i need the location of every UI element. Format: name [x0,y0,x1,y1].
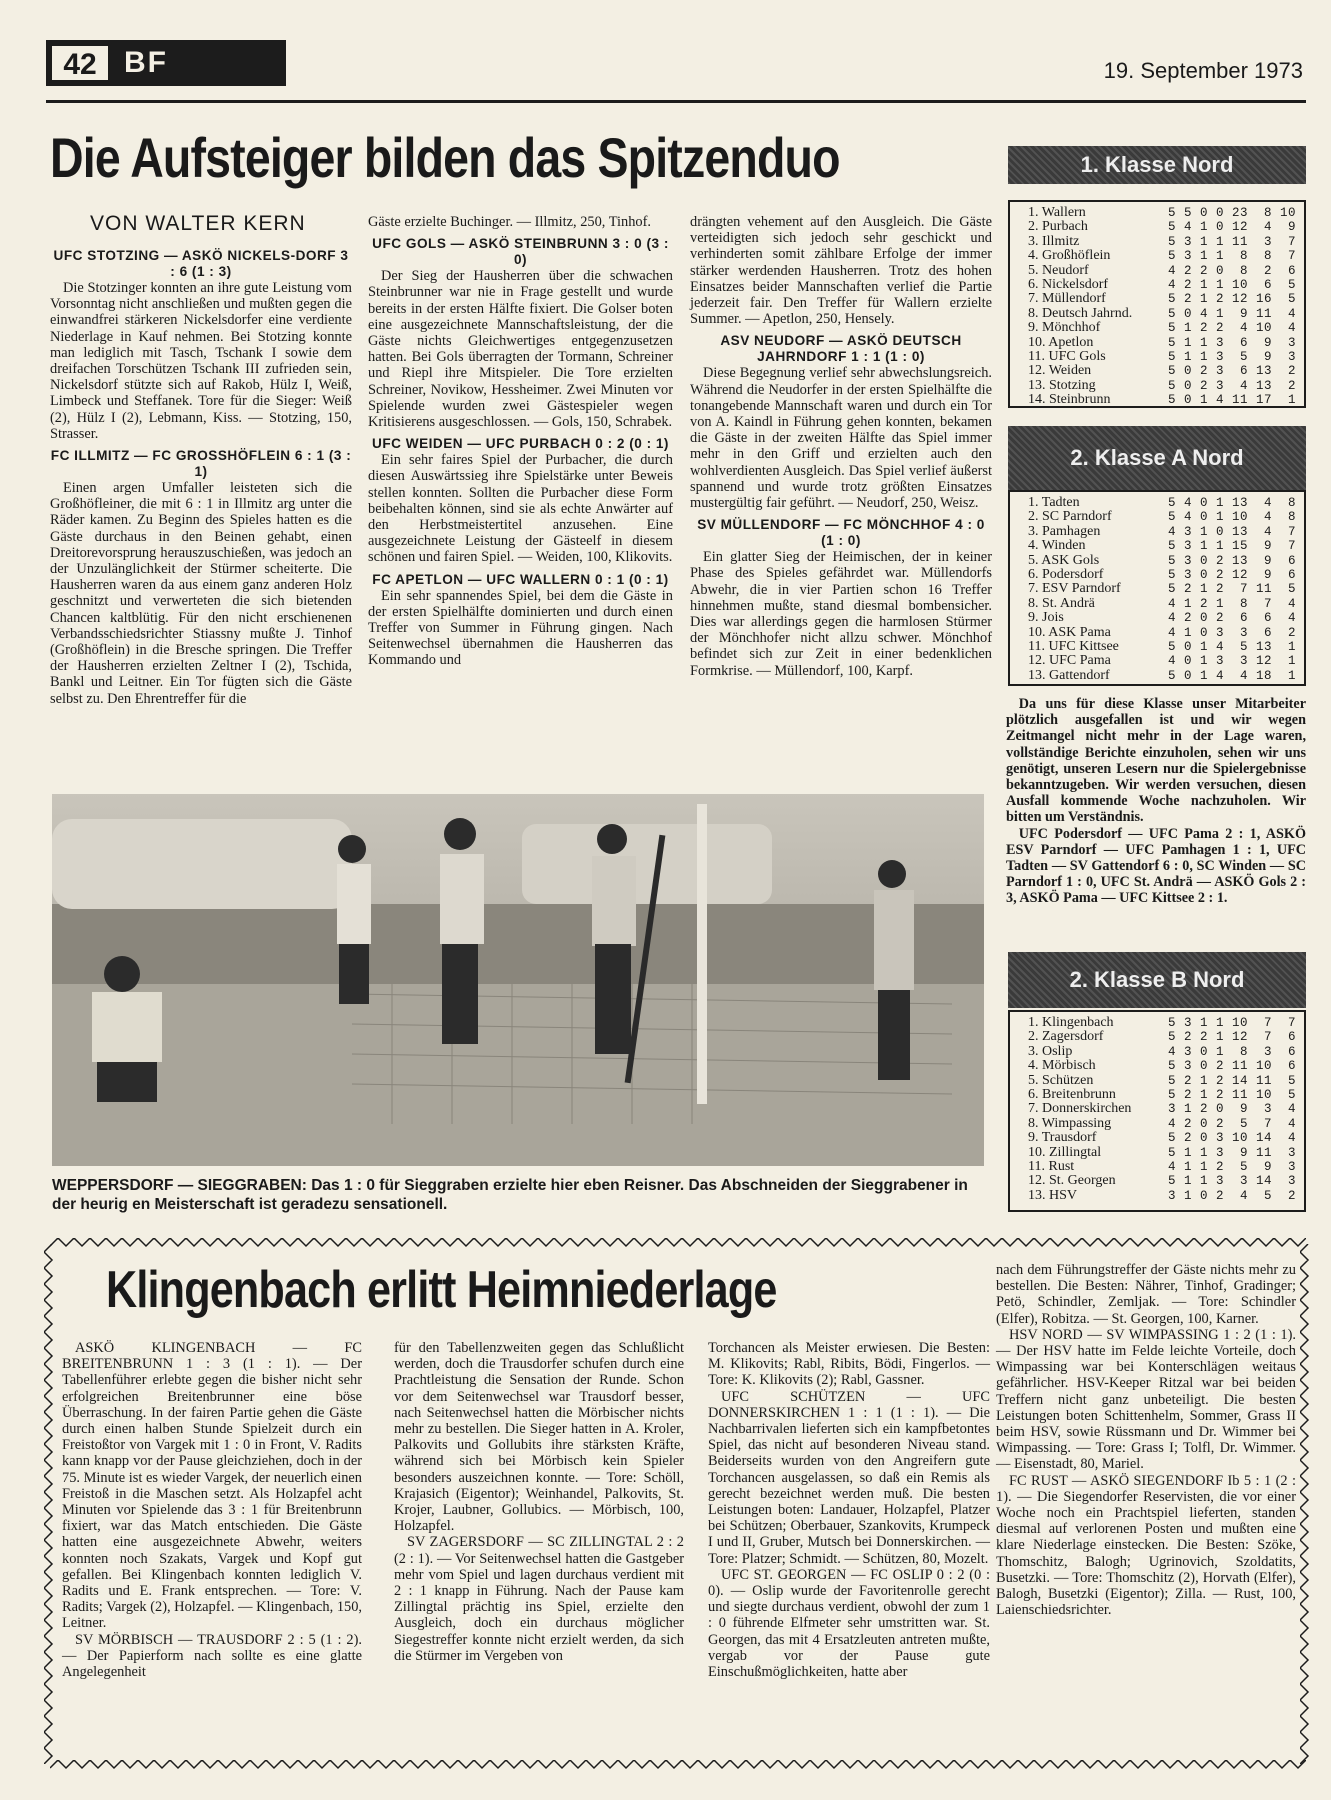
paragraph: Die Stotzinger konnten an ihre gute Leistung vom Vorsonntag nicht anschließen und mußten gegen die einwandfrei stärkeren Nickelsdorfer eine verdiente Niederlage in Kauf nehmen. Bei Stotzing konnte man lediglich mit Tasch, Tschank I sowie dem dreifachen Torschützen Tschank III zufrieden sein, Nickelsdorf stützte sich auf Rakob, Hülz I, Weiß, Limbeck und Steffanek. Tore für die Sieger: Weiß (2), Hülz I (2), Lebmann, Kiss. — Stotzing, 150, Strasser. [50,280,352,442]
team-stats: 5 0 1 4 5 13 1 [1168,640,1297,655]
table-row [1028,524,1297,539]
team-name: 3. Illmitz [1028,234,1080,249]
team-name: 6. Nickelsdorf [1028,278,1109,293]
byline: VON WALTER KERN [90,212,306,235]
team-name: 9. Trausdorf [1028,1131,1097,1146]
paragraph: Ein sehr spannendes Spiel, bei dem die Gäste in der ersten Spielhälfte dominierten und durch einen Treffer von Summer in Führung gingen. Nach Seitenwechsel übernahmen die Hausherren das Kommando und [368,587,673,669]
team-name: 8. Wimpassing [1028,1116,1112,1131]
headline-bottom: Klingenbach erlitt Heimniederlage [106,1261,777,1319]
paragraph: Ein sehr faires Spiel der Purbacher, die durch diesen Auswärtssieg ihre Spielstärke unter Beweis stellen konnten. Sollten die Purbacher diese Form beibehalten können, sind sie als echte Anwärter auf den Herbstmeistertitel anzusehen. Eine ausgezeichnete Leistung der Gästeelf in diesem schönen und fairen Spiel. — Weiden, 100, Klikovits. [368,452,673,566]
table-1-title: 1. Klasse Nord [1008,146,1306,184]
team-name: 4. Großhöflein [1028,249,1111,264]
team-name: 3. Oslip [1028,1044,1073,1059]
team-name: 2. Zagersdorf [1028,1030,1104,1045]
table-2-title: 2. Klasse A Nord [1008,426,1306,490]
match-heading: UFC GOLS — ASKÖ STEINBRUNN 3 : 0 (3 : 0) [372,236,669,268]
article-column-1 [50,242,352,707]
table-row [1028,510,1297,525]
table-row [1028,1030,1297,1045]
team-stats: 5 3 1 1 8 8 7 [1168,249,1297,264]
team-name: 3. Pamhagen [1028,524,1101,539]
team-name: 10. ASK Pama [1028,625,1111,640]
standings-table-3 [1008,1010,1306,1212]
paragraph: ASKÖ KLINGENBACH — FC BREITENBRUNN 1 : 3 (1 : 1). — Der Tabellenführer erlebte gegen die bisher nicht sehr erfolgreichen Breitenbrunner eine böse Überraschung. In der fairen Partie gehen die Gäste durch einen halben Stunde Spielzeit durch ein Freistoßtor von Vargek mit 1 : 0 in Front, V. Radits kann knapp vor der Pause gleichziehen, doch in der 75. Minute ist es wieder Vargek, der neuerlich einen Freistoß in die Maschen setzt. Als Holzapfel acht Minuten vor Spielende das 3 : 1 für Breitenbrunn fixiert, war das Match entschieden. Die Gäste hatten eine ausgezeichnete Abwehr, weiters konnten noch Szakats, Vargek und Kopf gut gefallen. Bei Klingenbach konnten lediglich V. Radits und E. Frank entsprechen. — Tore: V. Radits; Vargek (2), Holzapfel. — Klingenbach, 150, Leitner. [62,1340,363,1632]
team-name: 11. UFC Kittsee [1028,640,1119,655]
issue-date: 19. September 1973 [1103,58,1303,83]
team-name: 10. Zillingtal [1028,1145,1102,1160]
table-row [1028,234,1297,249]
team-stats: 5 3 1 1 10 7 7 [1168,1016,1297,1030]
table-row [1028,1116,1297,1131]
paragraph: für den Tabellenzweiten gegen das Schlußlicht werden, doch die Trausdorfer schufen durch eine Prachtleistung die Sensation der Runde. Schon vor dem Seitenwechsel war Trausdorf besser, nach Seitenwechsel hatten die Mörbischer nichts mehr zu bestellen. Die Sieger hatten in A. Kroler, Palkovits und Gollubits ihre stärksten Kräfte, während sich bei Mörbisch kein Spieler besonders auszeichnen konnte. — Tore: Schöll, Krajasich (Eigentor); Weinhandel, Palkovits, St. Krojer, Laubner, Gollubics. — Mörbisch, 100, Holzapfel. [394,1340,684,1535]
team-name: 4. Winden [1028,539,1086,554]
team-stats: 5 0 1 4 4 18 1 [1168,668,1297,683]
team-name: 9. Mönchhof [1028,321,1101,336]
table-row [1028,539,1297,554]
paragraph: drängten vehement auf den Ausgleich. Die Gäste verteidigten sich jedoch sehr geschickt und verhinderten somit zählbare Erfolge der immer stärker werdenden Hausherren. Trotz des hohen Einsatzes beider Mannschaften verlief die Partie jederzeit fair. Den Treffer für Wallern erzielte Summer. — Apetlon, 250, Hensely. [690,214,992,328]
bottom-column-3 [708,1340,990,1680]
match-heading: UFC STOTZING — ASKÖ NICKELS-DORF 3 : 6 (1 : 3) [53,248,349,279]
team-stats: 4 1 2 1 8 7 4 [1168,596,1297,611]
article-column-2 [368,214,673,669]
zigzag-border-right [1300,1244,1310,1764]
team-name: 12. UFC Pama [1028,654,1111,669]
team-name: 5. Schützen [1028,1073,1094,1088]
table-row [1028,263,1297,278]
team-stats: 5 2 1 2 7 11 5 [1168,582,1297,597]
table-row [1028,553,1297,568]
article-column-3 [690,214,992,679]
table-row [1028,582,1297,597]
paragraph: Der Sieg der Hausherren über die schwachen Steinbrunner war nie in Frage gestellt und wurde bereits in der ersten Hälfte fixiert. Die Golser boten eine ausgezeichnete Mannschaftsleistung, der die Gäste nichts Gleichwertiges entgegenzusetzen hatten. Bei Gols überragten der Tormann, Schreiner und Riepl ihre Mitspieler. Die Tore erzielten Schreiner, Novikow, Hessheimer. Zwei Minuten vor Spielende wurden zwei Gästespieler wegen Kritisierens ausgeschlossen. — Gols, 150, Schrabek. [368,268,673,431]
table-row [1028,640,1297,655]
team-stats: 5 1 2 2 4 10 4 [1168,321,1297,336]
paragraph: UFC SCHÜTZEN — UFC DONNERSKIRCHEN 1 : 1 (1 : 1). — Die Nachbarrivalen lieferten sich ein kampfbetontes Spiel, das nicht auf besonderen Niveau stand. Beiderseits wurden von den Angreifern gute Torchancen ausgelassen, so daß ein Remis als gerecht bezeichnet werden muß. Die besten Leistungen boten: Landauer, Holzapfel, Platzer bei Schützen; Oberbauer, Szankovits, Krumpeck I und II, Gruber, Mutsch bei Donnerskirchen. — Tore: Platzer; Schmidt. — Schützen, 80, Mozelt. [708,1388,990,1567]
team-stats: 5 1 1 3 6 9 3 [1168,335,1297,350]
bottom-column-4 [996,1262,1296,1618]
team-stats: 5 2 1 2 11 10 5 [1168,1088,1297,1103]
bottom-column-2 [394,1340,684,1664]
bottom-column-1 [62,1340,362,1680]
headline-top: Die Aufsteiger bilden das Spitzenduo [50,126,840,189]
match-heading: ASV NEUDORF — ASKÖ DEUTSCH JAHRNDORF 1 : 1 (1 : 0) [720,333,962,365]
table-row [1028,1088,1297,1103]
team-stats: 5 0 2 3 4 13 2 [1168,378,1297,393]
team-stats: 4 3 0 1 8 3 6 [1168,1044,1297,1059]
table-row [1028,625,1297,640]
team-name: 13. Stotzing [1028,378,1096,393]
editor-note-results: UFC Podersdorf — UFC Pama 2 : 1, ASKÖ ESV Parndorf — UFC Pamhagen 1 : 1, UFC Tadten — SV Gattendorf 6 : 0, SC Winden — SC Parndorf 1 : 0, UFC St. Andrä — ASKÖ Gols 2 : 3, ASKÖ Pama — UFC Kittsee 2 : 1. [1006,825,1306,907]
table-row [1028,206,1297,220]
match-heading: FC ILLMITZ — FC GROSSHÖFLEIN 6 : 1 (3 : 1) [50,448,352,480]
team-stats: 3 1 0 2 4 5 2 [1168,1188,1297,1203]
team-name: 12. Weiden [1028,364,1092,379]
table-row [1028,596,1297,611]
table-row [1028,1044,1297,1059]
team-name: 14. Steinbrunn [1028,393,1111,408]
team-stats: 5 3 1 1 15 9 7 [1168,539,1297,554]
team-stats: 5 4 0 1 13 4 8 [1168,496,1297,510]
header-rule [46,100,1306,103]
table-row [1028,654,1297,669]
table-row [1028,668,1297,683]
team-stats: 5 3 0 2 11 10 6 [1168,1059,1297,1074]
table-row [1028,220,1297,235]
team-name: 2. Purbach [1028,220,1088,235]
team-stats: 4 2 0 2 5 7 4 [1168,1116,1297,1131]
team-stats: 5 2 0 3 10 14 4 [1168,1131,1297,1146]
match-heading: UFC WEIDEN — UFC PURBACH 0 : 2 (0 : 1) [372,436,669,452]
team-name: 8. St. Andrä [1028,596,1095,611]
team-stats: 4 3 1 0 13 4 7 [1168,524,1297,539]
table-row [1028,1059,1297,1074]
page-number: 42 [50,44,110,82]
team-stats: 4 2 1 1 10 6 5 [1168,278,1297,293]
team-name: 5. Neudorf [1028,263,1089,278]
match-heading: FC APETLON — UFC WALLERN 0 : 1 (0 : 1) [372,571,669,587]
team-name: 9. Jois [1028,611,1064,626]
team-name: 4. Mörbisch [1028,1059,1096,1074]
team-name: 7. ESV Parndorf [1028,582,1121,597]
zigzag-border-top [50,1238,1306,1248]
team-name: 1. Klingenbach [1028,1016,1114,1030]
table-3-title: 2. Klasse B Nord [1008,952,1306,1008]
team-stats: 5 2 1 2 12 16 5 [1168,292,1297,307]
paragraph: Torchancen als Meister erwiesen. Die Besten: M. Klikovits; Rabl, Ribits, Bödi, Fingerlos. — Tore: K. Klikovits (2); Rabl, Gassner. [708,1340,990,1389]
team-name: 10. Apetlon [1028,335,1094,350]
team-name: 13. Gattendorf [1028,668,1110,683]
table-row [1028,350,1297,365]
team-name: 8. Deutsch Jahrnd. [1028,306,1133,321]
table-row [1028,1145,1297,1160]
paragraph: Ein glatter Sieg der Heimischen, der in keiner Phase des Spieles gefährdet war. Müllendorfs Abwehr, die in vier Partien schon 16 Treffer hinnehmen mußte, stand diesmal bombensicher. Dies war allerdings gegen die harmlosen Stürmer der Mönchhofer nicht allzu schwer. Mönchhof befindet sich zur Zeit in einer bedenklichen Formkrise. — Müllendorf, 100, Karpf. [690,549,992,679]
zigzag-border-left [44,1244,54,1764]
team-name: 5. ASK Gols [1028,553,1100,568]
team-stats: 5 0 2 3 6 13 2 [1168,364,1297,379]
team-stats: 5 1 1 3 9 11 3 [1168,1145,1297,1160]
team-name: 13. HSV [1028,1188,1078,1203]
zigzag-border-bottom [50,1760,1306,1770]
table-row [1028,1160,1297,1175]
photo-caption: WEPPERSDORF — SIEGGRABEN: Das 1 : 0 für Sieggraben erzielte hier eben Reisner. Das Abschneiden der Sieggrabener in der heurig en Meisterschaft ist geradezu sensationell. [52,1177,968,1213]
team-name: 6. Breitenbrunn [1028,1088,1116,1103]
team-name: 1. Tadten [1028,496,1080,510]
team-name: 12. St. Georgen [1028,1174,1116,1189]
team-name: 2. SC Parndorf [1028,510,1112,525]
match-photo [52,794,984,1166]
team-stats: 5 0 1 4 11 17 1 [1168,393,1297,408]
table-row [1028,321,1297,336]
table-row [1028,292,1297,307]
team-stats: 3 1 2 0 9 3 4 [1168,1102,1297,1117]
team-name: 11. UFC Gols [1028,350,1106,365]
standings-table-2 [1008,490,1306,686]
team-stats: 5 3 1 1 11 3 7 [1168,234,1297,249]
team-stats: 5 5 0 0 23 8 10 [1168,206,1297,220]
table-row [1028,335,1297,350]
team-stats: 5 1 1 3 3 14 3 [1168,1174,1297,1189]
team-stats: 4 1 0 3 3 6 2 [1168,625,1297,640]
team-stats: 4 2 2 0 8 2 6 [1168,263,1297,278]
table-row [1028,611,1297,626]
paragraph: SV MÖRBISCH — TRAUSDORF 2 : 5 (1 : 2). — Der Papierform nach sollte es eine glatte Angelegenheit [62,1631,362,1681]
table-row [1028,1016,1297,1030]
standings-table-1 [1008,200,1306,408]
editor-note-text: Da uns für diese Klasse unser Mitarbeiter plötzlich ausgefallen ist und wir wegen Zeitmangel nicht mehr in der Lage waren, vollständige Berichte einzuholen, sehen wir uns genötigt, unseren Lesern nur die Spielergebnisse bekanntzugeben. Wir werden versuchen, diesen Ausfall kommende Woche nachzuholen. Wir bitten um Verständnis. [1006,696,1306,826]
team-stats: 4 2 0 2 6 6 4 [1168,611,1297,626]
table-row [1028,1102,1297,1117]
table-row [1028,1131,1297,1146]
table-row [1028,496,1297,510]
team-name: 11. Rust [1028,1160,1075,1175]
table-row [1028,364,1297,379]
paragraph: Gäste erzielte Buchinger. — Illmitz, 250, Tinhof. [368,214,651,230]
team-name: 6. Podersdorf [1028,568,1104,583]
table-row [1028,306,1297,321]
team-stats: 4 0 1 3 3 12 1 [1168,654,1297,669]
paragraph: UFC ST. GEORGEN — FC OSLIP 0 : 2 (0 : 0). — Oslip wurde der Favoritenrolle gerecht und siegte durchaus verdient, obwohl der zum 1 : 0 führende Elfmeter sehr umstritten war. St. Georgen, das mit 4 Ersatzleuten antreten mußte, vergab vor der Pause gute Einschußmöglichkeiten, hatte aber [708,1566,990,1681]
table-row [1028,568,1297,583]
team-name: 7. Müllendorf [1028,292,1106,307]
table-row [1028,1188,1297,1203]
paragraph: HSV NORD — SV WIMPASSING 1 : 2 (1 : 1). — Der HSV hatte im Felde leichte Vorteile, doch Wimpassing war bei Konterschlägen weitaus gefährlicher. HSV-Keeper Ritzal war bei beiden Treffern nicht ganz unbeteiligt. Die besten Leistungen boten Schittenhelm, Sommer, Grass II beim HSV, sowie Rüssmann und Dr. Wimmer bei Wimpassing. — Tore: Grass I; Tolfl, Dr. Wimmer. — Eisenstadt, 80, Mariel. [996,1326,1296,1473]
team-stats: 4 1 1 2 5 9 3 [1168,1160,1297,1175]
editor-note [1006,696,1306,907]
paragraph: Einen argen Umfaller leisteten sich die Großhöfleiner, die mit 6 : 1 in Illmitz arg unter die Räder kamen. Zu Beginn des Spieles hatten es die Gäste durchaus in den Beinen gehabt, einen Dreitorevorsprung herauszuschießen, was jedoch an der Unzulänglichkeit der Stürmer scheiterte. Die Hausherren waren da aus einem ganz anderen Holz geschnitzt und verwerteten die sich bietenden Chancen kaltblütig. Für den nicht erschienenen Verbandsschiedsrichter Stiassny mußte J. Tinhof (Großhöflein) in die Bresche springen. Die Treffer der Hausherren erzielten Zeltner I (2), Tschida, Bankl und Leitner. Ein Tor fügten sich die Gäste selbst zu. Den Ehrentreffer für die [50,480,352,707]
match-heading: SV MÜLLENDORF — FC MÖNCHHOF 4 : 0 (1 : 0) [697,517,985,549]
team-stats: 5 2 1 2 14 11 5 [1168,1073,1297,1088]
paragraph: SV ZAGERSDORF — SC ZILLINGTAL 2 : 2 (2 : 1). — Vor Seitenwechsel hatten die Gastgeber mehr vom Spiel und lagen durchaus verdient mit 2 : 1 knapp in Führung. Nach der Pause kam Zillingtal prächtig ins Spiel, erzielte den Ausgleich, doch ein durchaus möglicher Siegestreffer konnte nicht erzielt werden, da sich die Stürmer im Vergeben von [394,1534,684,1664]
team-stats: 5 4 1 0 12 4 9 [1168,220,1297,235]
table-row [1028,378,1297,393]
table-row [1028,393,1297,408]
paragraph: nach dem Führungstreffer der Gäste nichts mehr zu bestellen. Die Besten: Nährer, Tinhof, Gradinger; Petö, Schindler, Zemljak. — Tore: Schindler (Elfer), Robitza. — St. Georgen, 100, Karner. [996,1262,1296,1327]
team-stats: 5 3 0 2 13 9 6 [1168,553,1297,568]
paragraph: Diese Begegnung verlief sehr abwechslungsreich. Während die Neudorfer in der ersten Spielhälfte die tonangebende Mannschaft waren und durch ein Tor von A. Kaindl in Führung gehen konnten, bekamen die Gäste in der zweiten Hälfte das Spiel immer mehr in den Griff und erzielten auch den wohlverdienten Ausgleich. Das Spiel verlief äußerst spannend und wurde trotz größten Einsatzes mustergültig fair geführt. — Neudorf, 250, Weisz. [690,365,992,512]
table-row [1028,1073,1297,1088]
team-name: 7. Donnerskirchen [1028,1102,1132,1117]
table-row [1028,1174,1297,1189]
team-name: 1. Wallern [1028,206,1086,220]
table-row [1028,249,1297,264]
match-photo-image [52,794,984,1166]
table-row [1028,278,1297,293]
team-stats: 5 1 1 3 5 9 3 [1168,350,1297,365]
team-stats: 5 4 0 1 10 4 8 [1168,510,1297,525]
team-stats: 5 0 4 1 9 11 4 [1168,306,1297,321]
team-stats: 5 2 2 1 12 7 6 [1168,1030,1297,1045]
team-stats: 5 3 0 2 12 9 6 [1168,568,1297,583]
paragraph: FC RUST — ASKÖ SIEGENDORF Ib 5 : 1 (2 : 1). — Die Siegendorfer Reservisten, die vor einer Woche noch ein Prachtspiel lieferten, standen diesmal auf verlorenen Posten und mußten eine klare Niederlage einstecken. Die Besten: Szöke, Thomschitz, Balogh; Ugrinovich, Szoldatits, Busetzki. — Tore: Thomschitz (2), Horvath (Elfer), Balogh, Busetzki (Eigentor); Zilla. — Rust, 100, Laienschiedsrichter. [996,1472,1296,1619]
section-label: BF [124,46,168,79]
